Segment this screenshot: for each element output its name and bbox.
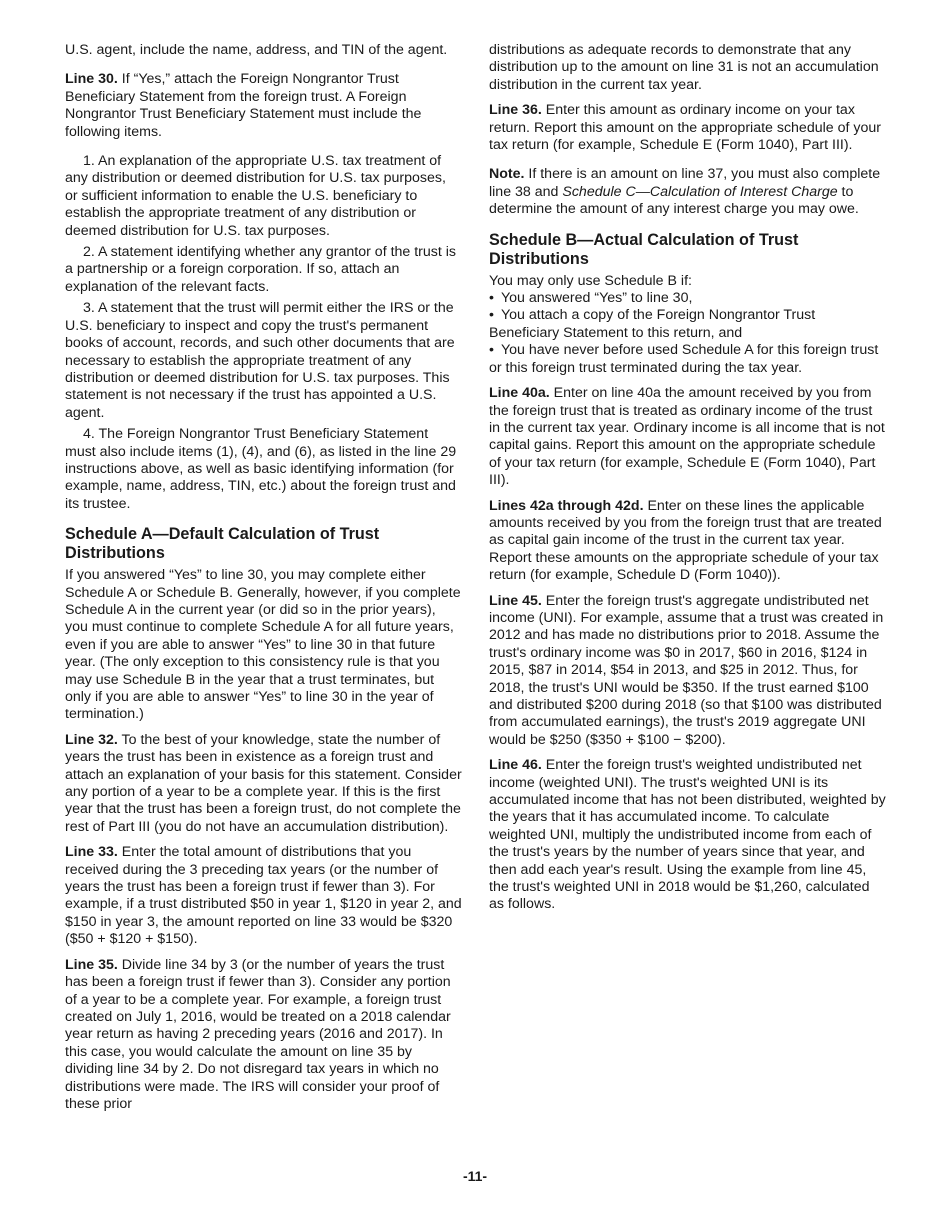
- schedule-a-heading: Schedule A—Default Calculation of Trust Distributions: [65, 525, 380, 563]
- list-item: • You have never before used Schedule A for this foreign trust or this foreign trust terminated during the tax year.: [489, 342, 879, 376]
- list-item: 2. A statement identifying whether any grantor of the trust is a partnership or a foreign corporation. If so, attach an explanation of the relevant facts.: [65, 244, 457, 295]
- list-item: 4. The Foreign Nongrantor Trust Beneficiary Statement must also include items (1), (4), and (6), as listed in the line 29 instructions above, as well as basic identifying information (for example, name, address, TIN, etc.) about the foreign trust and its trustee.: [65, 426, 457, 512]
- lines42-paragraph: [489, 498, 886, 585]
- line35-label: Line 35.: [65, 956, 118, 973]
- bullet-icon: •: [489, 290, 494, 307]
- lines42-text: Enter on these lines the applicable amounts received by you from the foreign trust that are treated as capital gain income of the trust in the current tax year. Report these amounts on the appropriate schedule of your tax return (for example, Schedule D (Form 1040)).: [489, 497, 882, 584]
- line32-paragraph: [65, 732, 462, 836]
- line40a-paragraph: [489, 385, 886, 489]
- agent-paragraph: U.S. agent, include the name, address, and TIN of the agent.: [65, 42, 448, 58]
- list-item: 1. An explanation of the appropriate U.S. tax treatment of any distribution or deemed distribution for U.S. tax purposes, or sufficient information to enable the U.S. beneficiary to establish the appropriate treatment of any distribution or deemed distribution for U.S. tax purposes.: [65, 153, 446, 239]
- schedule-a-paragraph: If you answered “Yes” to line 30, you may complete either Schedule A or Schedule B. Generally, however, if you complete Schedule A in the current year (or did so in the prior years), you must continue to complete Schedule A for all future years, even if you are able to answer “Yes” to line 30 in that future year. (The only exception to this consistency rule is that you may use Schedule B in the year that a trust terminates, but only if you are able to answer “Yes” to line 30 in the year of termination.): [65, 567, 461, 723]
- bullet-icon: •: [489, 307, 494, 324]
- list-item: • You attach a copy of the Foreign Nongrantor Trust Beneficiary Statement to this return, and: [489, 307, 816, 341]
- list-item: 3. A statement that the trust will permit either the IRS or the U.S. beneficiary to inspect and copy the trust's permanent books of account, records, and such other documents that are necessary to establish the appropriate treatment of any distribution or deemed distribution for U.S. tax purposes. This statement is not necessary if the trust has appointed a U.S. agent.: [65, 300, 455, 421]
- right-column: [489, 42, 886, 922]
- line36-text: Enter this amount as ordinary income on your tax return. Report this amount on the appropriate schedule of your tax return (for example, Schedule E (Form 1040), Part III).: [489, 102, 881, 154]
- line40a-label: Line 40a.: [489, 385, 550, 402]
- list-item: • You answered “Yes” to line 30,: [489, 290, 693, 307]
- note-paragraph: [489, 166, 886, 218]
- bullet-icon: •: [489, 342, 494, 359]
- line30-text: If “Yes,” attach the Foreign Nongrantor Trust Beneficiary Statement from the foreign trust. A Foreign Nongrantor Trust Beneficiary Statement must include the following items.: [65, 71, 422, 140]
- line45-text: Enter the foreign trust's aggregate undistributed net income (UNI). For example, assume that a trust was created in 2012 and has made no distributions prior to 2018. Assume the trust's ordinary income was $0 in 2017, $60 in 2016, $124 in 2015, $87 in 2014, $54 in 2013, and $25 in 2012. Thus, for 2018, the trust's UNI would be $350. If the trust earned $100 and distributed $200 during 2018 (so that $100 was distributed from accumulated earnings), the trust's 2019 aggregate UNI would be $250 ($350 + $100 − $200).: [489, 592, 884, 748]
- line30-paragraph: [65, 71, 462, 141]
- continuation-paragraph: distributions as adequate records to demonstrate that any distribution up to the amount on line 31 is not an accumulation distribution in the current tax year.: [489, 42, 879, 93]
- line32-label: Line 32.: [65, 731, 118, 748]
- page-number: -11-: [462, 1168, 488, 1184]
- line36-paragraph: [489, 102, 886, 154]
- note-label: Note.: [489, 166, 525, 183]
- line35-paragraph: [65, 957, 462, 1114]
- line33-label: Line 33.: [65, 844, 118, 861]
- line40a-text: Enter on line 40a the amount received by you from the foreign trust that is treated as ordinary income of the trust in the current tax year. Ordinary income is all income that is not capital gains. Report this amount on the appropriate schedule of your tax return (for example, Schedule E (Form 1040), Part III).: [489, 385, 885, 489]
- schedule-b-heading: Schedule B—Actual Calculation of Trust Distributions: [489, 230, 799, 268]
- line35-text: Divide line 34 by 3 (or the number of years the trust has been a foreign trust if fewer than 3). Consider any portion of a year to be a complete year. For example, a foreign trust created on July 1, 2016, would be treated on a 2018 calendar year return as having 2 preceding years (2016 and 2017). In this case, you would calculate the amount on line 35 by dividing line 34 by 2. Do not disregard tax years in which no distributions were made. The IRS will consider your proof of these prior: [65, 956, 451, 1112]
- left-column: [65, 42, 462, 1121]
- note-text: If there is an amount on line 37, you must also complete line 38 and: [489, 166, 881, 200]
- note-italic-reference: Schedule C—Calculation of Interest Charge: [562, 183, 838, 200]
- note-text-end: to determine the amount of any interest charge you may owe.: [489, 183, 859, 218]
- line30-label: Line 30.: [65, 71, 118, 88]
- line36-label: Line 36.: [489, 102, 542, 119]
- line33-text: Enter the total amount of distributions that you received during the 3 preceding tax years (or the number of years the trust has been a foreign trust if fewer than 3). For example, if a trust distributed $50 in year 1, $120 in year 2, and $150 in year 3, the amount reported on line 33 would be $320 ($50 + $120 + $150).: [65, 844, 462, 948]
- line32-text: To the best of your knowledge, state the number of years the trust has been in existence as a foreign trust and attach an explanation of your basis for this statement. Consider any portion of a year to be a complete year. If this is the first year that the trust has been a foreign trust, do not complete the rest of Part III (you do not have an accumulation distribution).: [65, 731, 462, 835]
- line46-paragraph: [489, 757, 886, 914]
- schedule-b-intro: You may only use Schedule B if:: [489, 272, 692, 289]
- line46-text: Enter the foreign trust's weighted undistributed net income (weighted UNI). The trust's weighted UNI is its accumulated income that has not been distributed, weighted by the years that it has accumulated income. To calculate weighted UNI, multiply the undistributed income from each of the trust's years by the number of years since that year, and then add each year's result. Using the example from line 45, the trust's weighted UNI in 2018 would be $1,260, calculated as follows.: [489, 757, 886, 913]
- line45-paragraph: [489, 593, 886, 750]
- line33-paragraph: [65, 844, 462, 948]
- line46-label: Line 46.: [489, 757, 542, 774]
- line45-label: Line 45.: [489, 592, 542, 609]
- lines42-label: Lines 42a through 42d.: [489, 497, 644, 514]
